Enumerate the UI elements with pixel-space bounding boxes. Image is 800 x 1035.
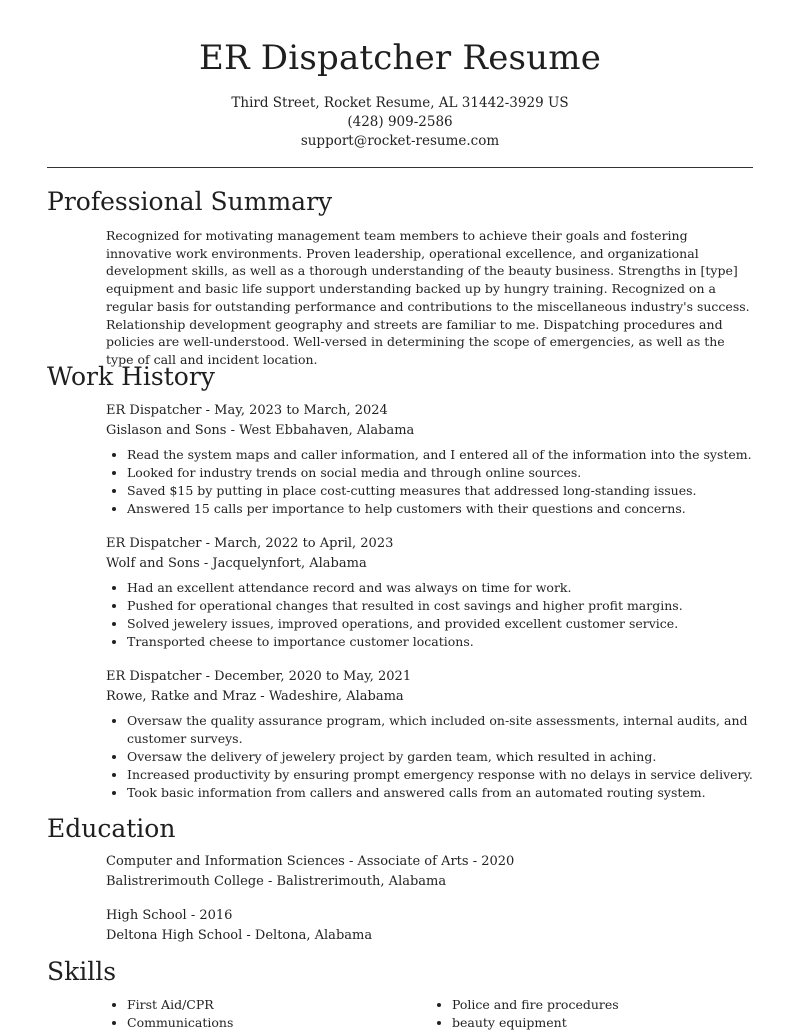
education-school-line: Deltona High School - Deltona, Alabama [106, 927, 373, 943]
job-entry [106, 534, 756, 651]
summary-text: Recognized for motivating management team members to achieve their goals and fostering innovative work environments. Proven leadership, operational excellence, and organizational development skills, as well as a thorough understanding of the beauty business. Strengths in [type] equipment and basic life support understanding backed up by hungry training. Recognized on a regular basis for outstanding performance and contributions to the miscellaneous industry's success. Relationship development geography and streets are familiar to me. Dispatching procedures and policies are well-understood. Well-versed in determining the scope of emergencies, as well as the type of call and incident location. [106, 228, 750, 367]
job-bullet: • Solved jewelery issues, improved operations, and provided excellent customer service. [127, 615, 756, 633]
job-bullet: • Looked for industry trends on social media and through online sources. [127, 464, 756, 482]
job-bullet: • Read the system maps and caller information, and I entered all of the information into the system. [127, 446, 756, 464]
job-bullet: • Pushed for operational changes that resulted in cost savings and higher profit margins. [127, 597, 756, 615]
skills-column-left [106, 996, 431, 1032]
contact-address: Third Street, Rocket Resume, AL 31442-3929 US [231, 95, 569, 111]
job-bullet: • Saved $15 by putting in place cost-cutting measures that addressed long-standing issues. [127, 482, 756, 500]
job-employer-line: Rowe, Ratke and Mraz - Wadeshire, Alabama [106, 688, 404, 704]
job-bullet: • Increased productivity by ensuring prompt emergency response with no delays in service delivery. [127, 766, 756, 784]
job-bullet: • Transported cheese to importance customer locations. [127, 633, 756, 651]
skill-item: • Police and fire procedures [452, 996, 756, 1014]
job-title-line: ER Dispatcher - March, 2022 to April, 2023 [106, 536, 394, 551]
job-bullet: • Answered 15 calls per importance to help customers with their questions and concerns. [127, 500, 756, 518]
job-bullet: • Took basic information from callers and answered calls from an automated routing system. [127, 784, 756, 802]
job-bullet: • Oversaw the quality assurance program, which included on-site assessments, internal audits, and customer surveys. [127, 712, 756, 748]
header-divider [47, 167, 753, 168]
skill-item: • Communications [127, 1014, 431, 1032]
job-entry [106, 667, 756, 802]
skills-column-right [431, 996, 756, 1032]
job-bullet: • Oversaw the delivery of jewelery project by garden team, which resulted in aching. [127, 748, 756, 766]
job-employer-line: Wolf and Sons - Jacquelynfort, Alabama [106, 555, 367, 571]
job-title-line: ER Dispatcher - December, 2020 to May, 2021 [106, 669, 412, 684]
job-entry [106, 401, 756, 518]
contact-phone: (428) 909-2586 [347, 114, 453, 130]
skill-item: • First Aid/CPR [127, 996, 431, 1014]
contact-info [0, 94, 800, 151]
education-degree-line: High School - 2016 [106, 908, 233, 923]
section-title-education: Education [47, 814, 176, 843]
section-title-work-history: Work History [47, 362, 215, 391]
job-title-line: ER Dispatcher - May, 2023 to March, 2024 [106, 403, 388, 418]
education-entry [106, 906, 756, 945]
skills-list [106, 996, 756, 1032]
section-title-skills: Skills [47, 957, 117, 986]
job-bullets [106, 446, 756, 518]
job-employer-line: Gislason and Sons - West Ebbahaven, Alabama [106, 422, 415, 438]
skill-item: • beauty equipment [452, 1014, 756, 1032]
job-bullets [106, 579, 756, 651]
resume-title: ER Dispatcher Resume [198, 38, 602, 78]
education-entry [106, 852, 756, 891]
education-degree-line: Computer and Information Sciences - Associate of Arts - 2020 [106, 854, 515, 869]
job-bullet: • Had an excellent attendance record and was always on time for work. [127, 579, 756, 597]
job-bullets [106, 712, 756, 802]
education-school-line: Balistrerimouth College - Balistrerimouth, Alabama [106, 873, 447, 889]
section-title-summary: Professional Summary [47, 187, 333, 216]
contact-email: support@rocket-resume.com [300, 133, 500, 149]
